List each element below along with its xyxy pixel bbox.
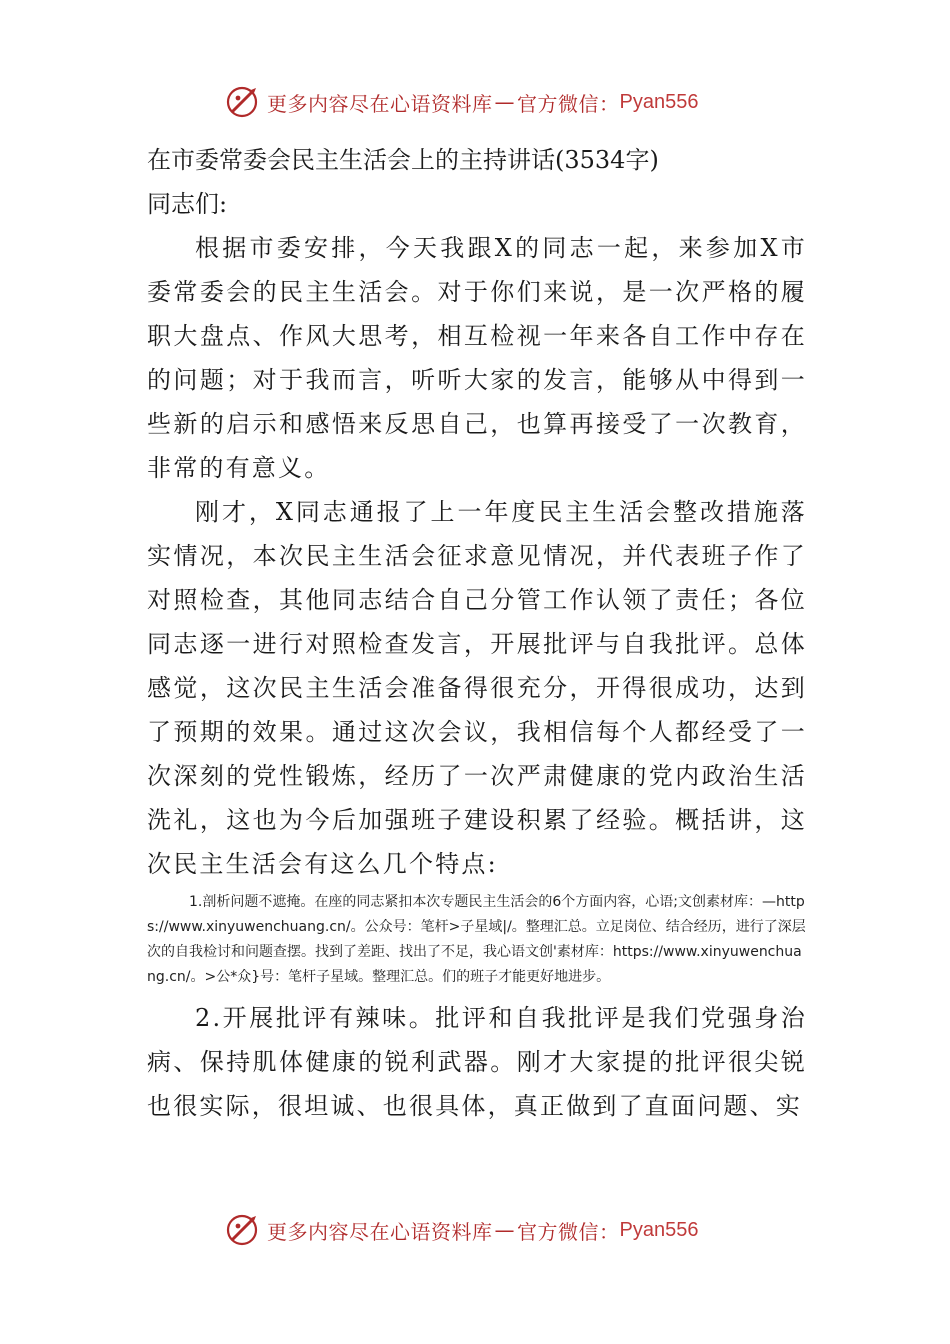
pen-circle-icon [225,84,261,120]
paragraph-2: 刚才，X同志通报了上一年度民主生活会整改措施落实情况，本次民主生活会征求意见情况，并代表班子作了对照检查，其他同志结合自己分管工作认领了责任；各位同志逐一进行对照检查发言，开展批评与自我批评。总体感觉，这次民主生活会准备得很充分，开得很成功，达到了预期的效果。通过这次会议，我相信每个人都经受了一次深刻的党性锻炼，经历了一次严肃健康的党内政治生活洗礼，这也为今后加强班子建设积累了经验。概括讲，这次民主生活会有这么几个特点: [147,498,807,878]
banner-text: 更多内容尽在心语资料库 [267,1219,493,1244]
banner-official-label: 官方微信： [517,1219,620,1244]
point-1-paragraph: 1.剖析问题不遮掩。在座的同志紧扣本次专题民主生活会的6个方面内容，心语;文创素材库：—https://www.xinyuwenchuang.cn/。公众号：笔杆>子星域|/。整理汇总。立足岗位、结合经历，进行了深层次的自我检讨和问题查摆。找到了差距、找出了不足，我心语文创'素材库：https://www.xinyuwenchuang.cn/。>公*众}号：笔杆子星域。整理汇总。们的班子才能更好地进步。 [147,894,806,985]
banner-official-label: 官方微信： [517,91,620,116]
banner-wechat-id: Pyan556 [619,1218,699,1241]
banner-separator: — [494,90,515,114]
document-body [147,138,807,1128]
banner-text: 更多内容尽在心语资料库 [267,91,493,116]
paragraph-1: 根据市委安排，今天我跟X的同志一起，来参加X市委常委会的民主生活会。对于你们来说，是一次严格的履职大盘点、作风大思考，相互检视一年来各自工作中存在的问题；对于我而言，听听大家的发言，能够从中得到一些新的启示和感悟来反思自己，也算再接受了一次教育，非常的有意义。 [147,234,807,482]
banner-separator: — [494,1218,515,1242]
footer-banner [225,1210,745,1250]
banner-wechat-id: Pyan556 [619,90,699,113]
point-2-paragraph: 2.开展批评有辣味。批评和自我批评是我们党强身治病、保持肌体健康的锐利武器。刚才大家提的批评很尖锐也很实际，很坦诚、也很具体，真正做到了直面问题、实 [147,1004,807,1120]
pen-circle-icon [225,1212,261,1248]
header-banner [225,82,745,122]
greeting: 同志们: [147,190,228,218]
document-title: 在市委常委会民主生活会上的主持讲话(3534字) [147,146,659,174]
